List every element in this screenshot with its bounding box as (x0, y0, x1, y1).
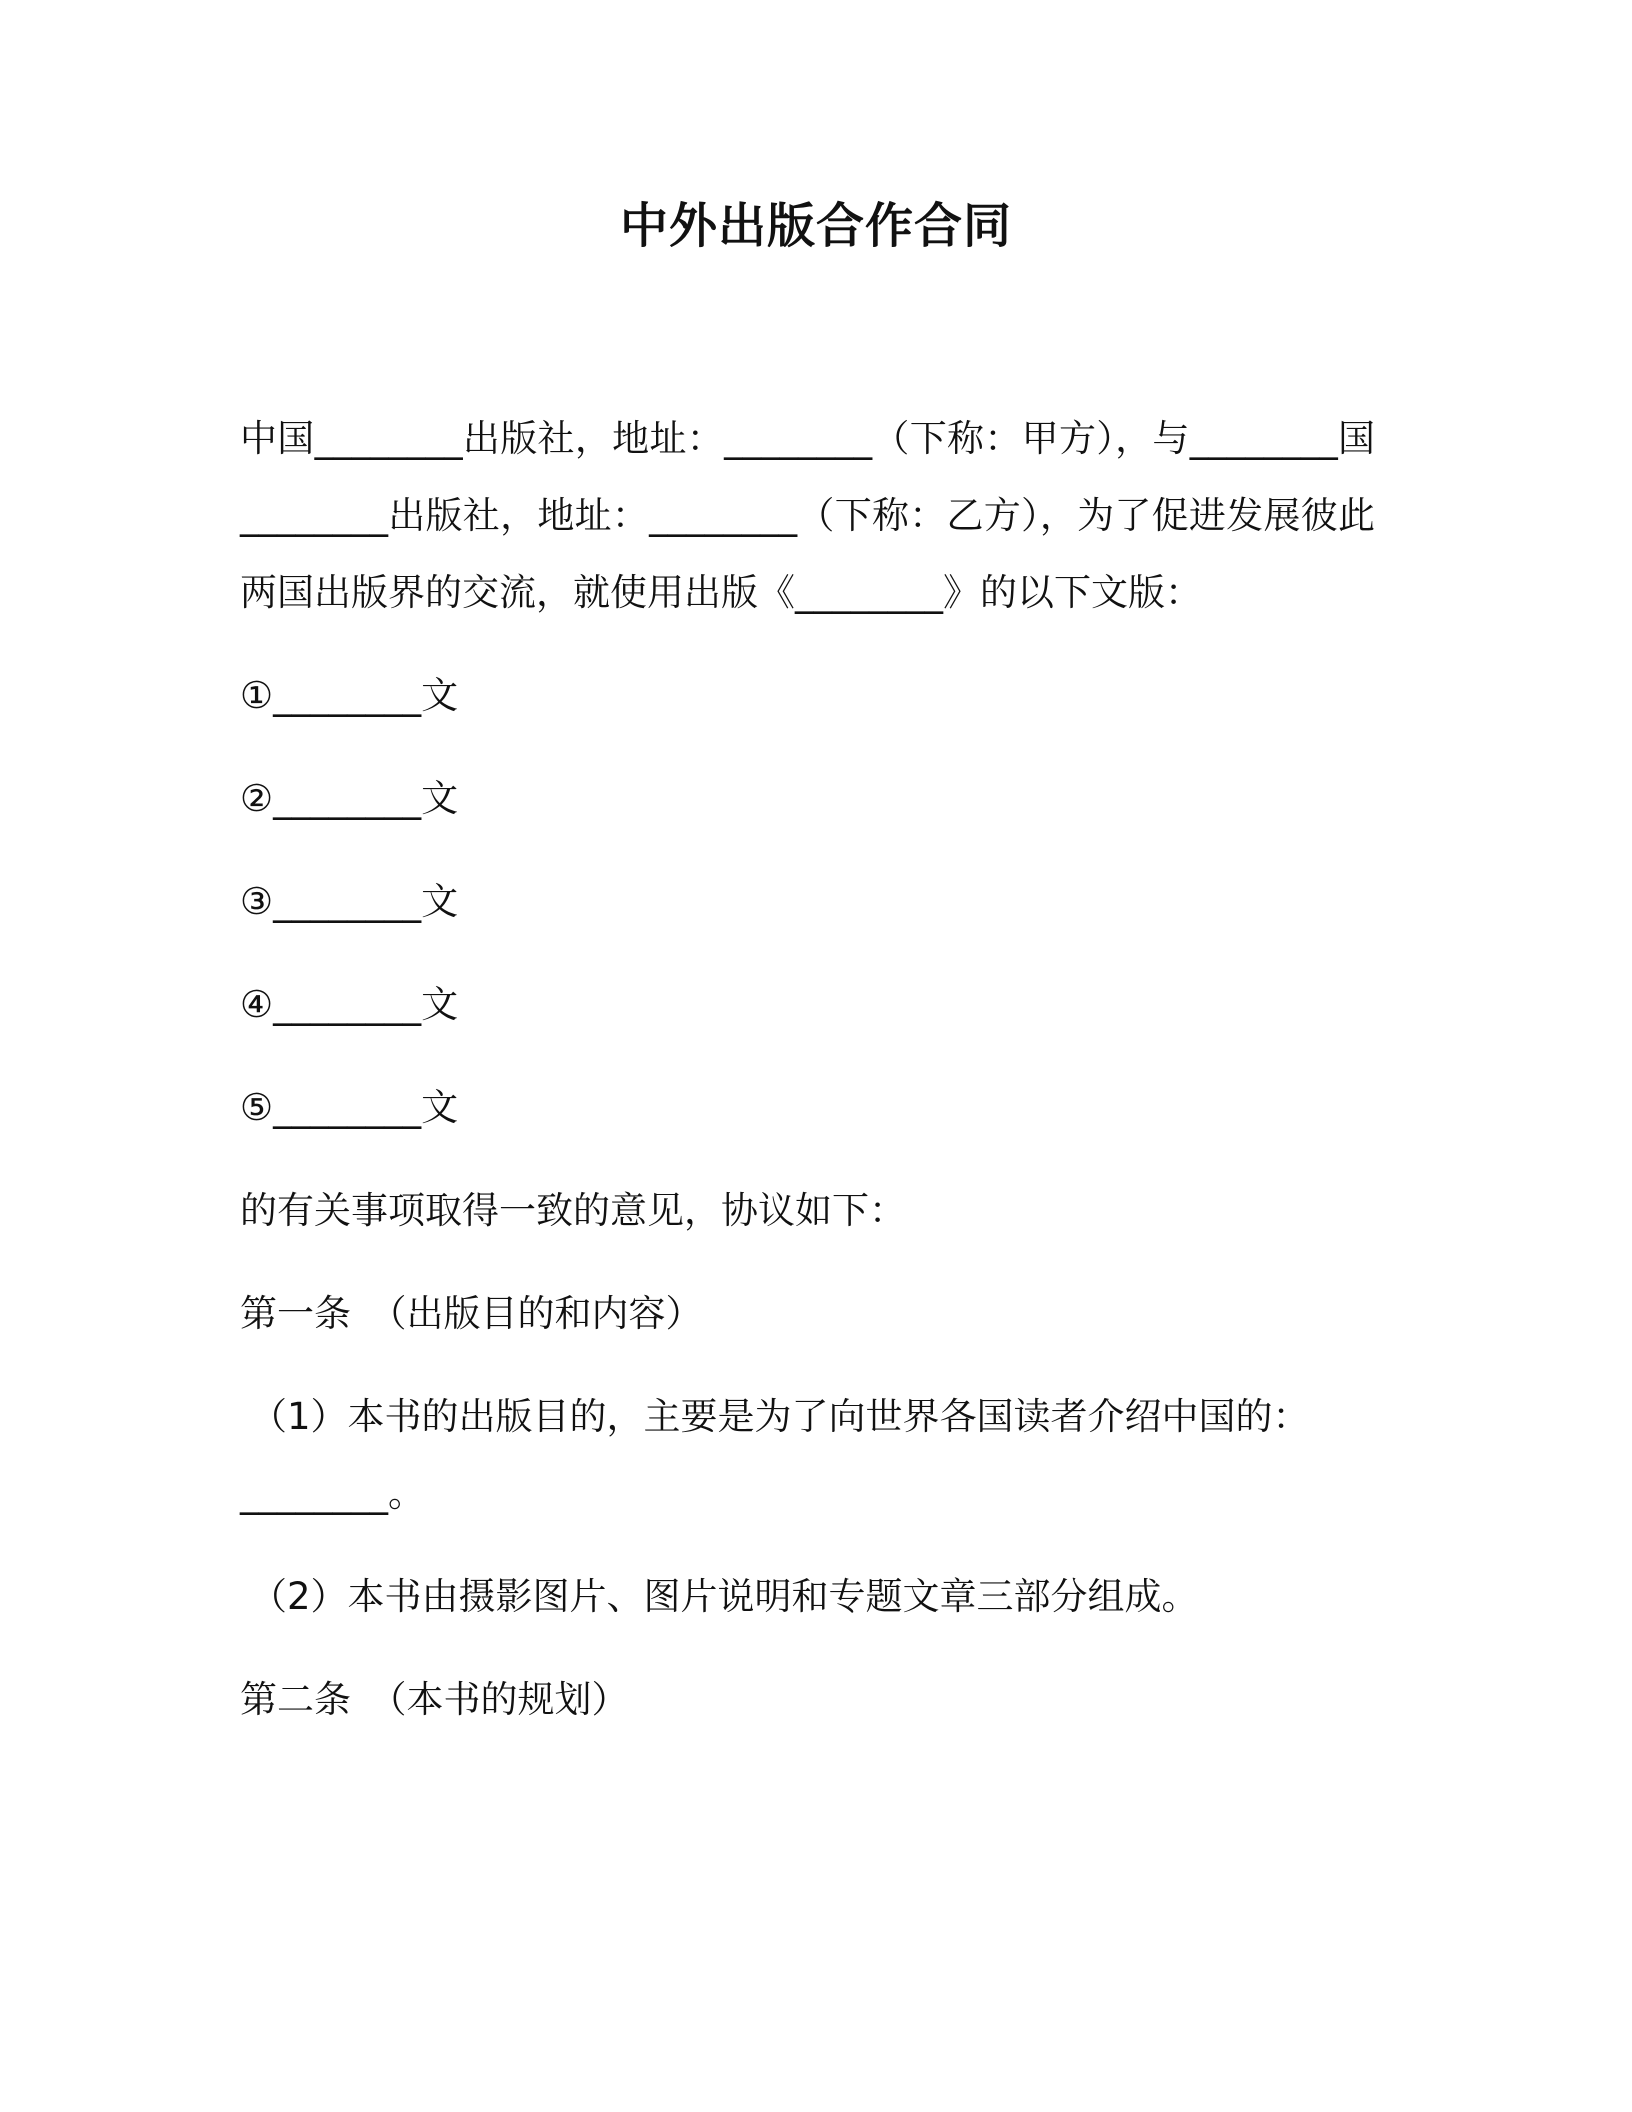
document-title: 中外出版合作合同 (619, 198, 1012, 254)
document-body (240, 400, 1375, 1764)
article-1-clause-1-blank: ________。 (240, 1472, 425, 1515)
article-1-clause-2: （2）本书由摄影图片、图片说明和专题文章三部分组成。 (250, 1575, 1199, 1618)
agreement-line: 的有关事项取得一致的意见，协议如下： (240, 1189, 906, 1232)
version-item: ③________文 (240, 880, 459, 923)
version-item: ②________文 (240, 777, 459, 820)
article-1-clause-1: （1）本书的出版目的，主要是为了向世界各国读者介绍中国的： (250, 1395, 1310, 1438)
intro-paragraph: 中国________出版社，地址：________（下称：甲方），与________国________出版社，地址：________（下称：乙方），为了促进发展彼此两国出版界的交流，就使用出版《________》的以下文版： (240, 417, 1375, 614)
article-1-heading: 第一条 （出版目的和内容） (240, 1292, 703, 1335)
version-item: ⑤________文 (240, 1086, 459, 1129)
article-2-heading: 第二条 （本书的规划） (240, 1678, 629, 1721)
version-item: ①________文 (240, 674, 459, 717)
version-item: ④________文 (240, 983, 459, 1026)
